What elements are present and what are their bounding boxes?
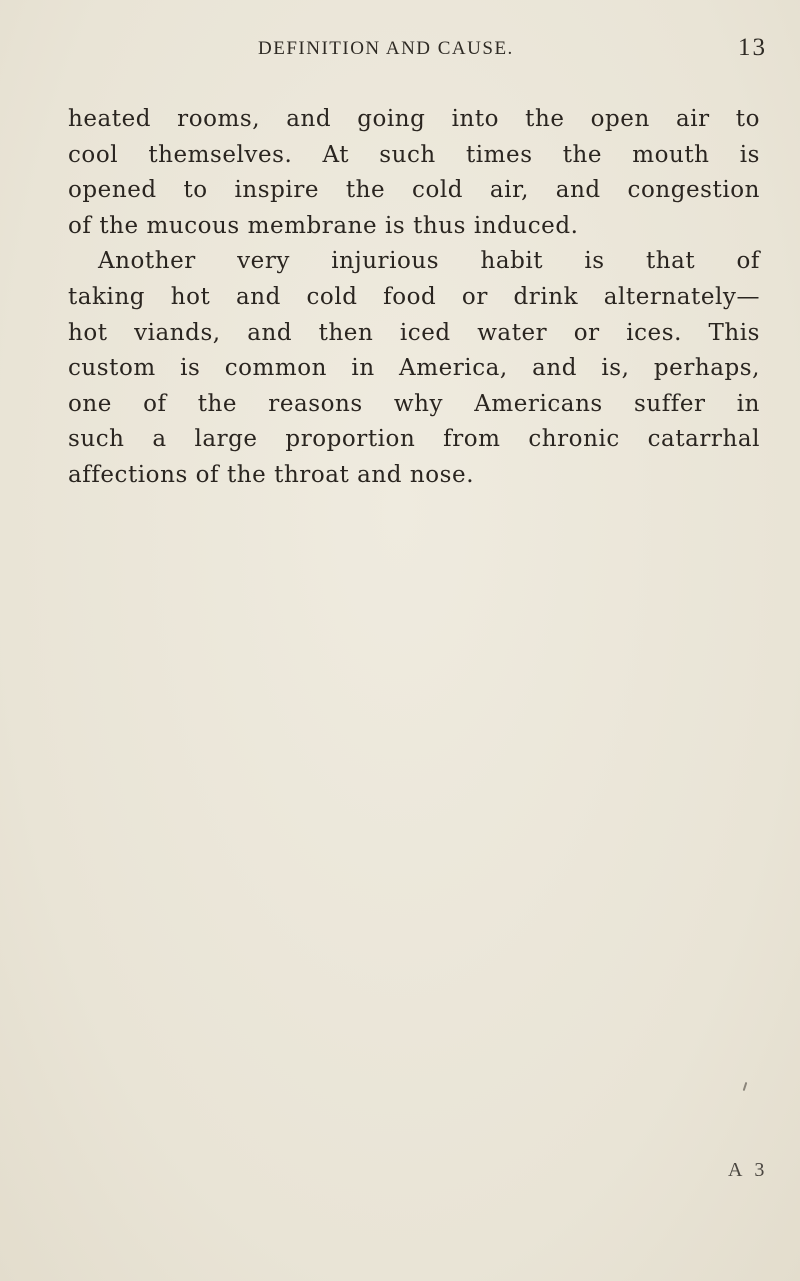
running-title: DEFINITION AND CAUSE. — [258, 38, 514, 59]
text-line: one of the reasons why Americans suffer in — [68, 390, 760, 417]
text-line: taking hot and cold food or drink alternately— — [68, 283, 760, 310]
text-line: Another very injurious habit is that of — [98, 248, 760, 275]
paragraph-1 — [68, 102, 760, 244]
text-line: heated rooms, and going into the open air to — [68, 106, 760, 132]
text-line: of the mucous membrane is thus induced. — [68, 212, 579, 239]
paper-speck — [743, 1082, 748, 1091]
text-line: custom is common in America, and is, perhaps, — [68, 355, 760, 382]
body-text — [68, 102, 760, 494]
text-line: opened to inspire the cold air, and congestion — [68, 177, 760, 204]
signature-mark: A 3 — [728, 1159, 769, 1181]
page-number: 13 — [738, 34, 767, 61]
text-line: cool themselves. At such times the mouth is — [68, 141, 760, 168]
text-line: such a large proportion from chronic catarrhal — [68, 426, 760, 453]
paragraph-2 — [68, 244, 760, 493]
text-line: hot viands, and then iced water or ices. This — [68, 319, 760, 346]
text-line: affections of the throat and nose. — [68, 461, 475, 488]
running-head — [0, 34, 800, 68]
